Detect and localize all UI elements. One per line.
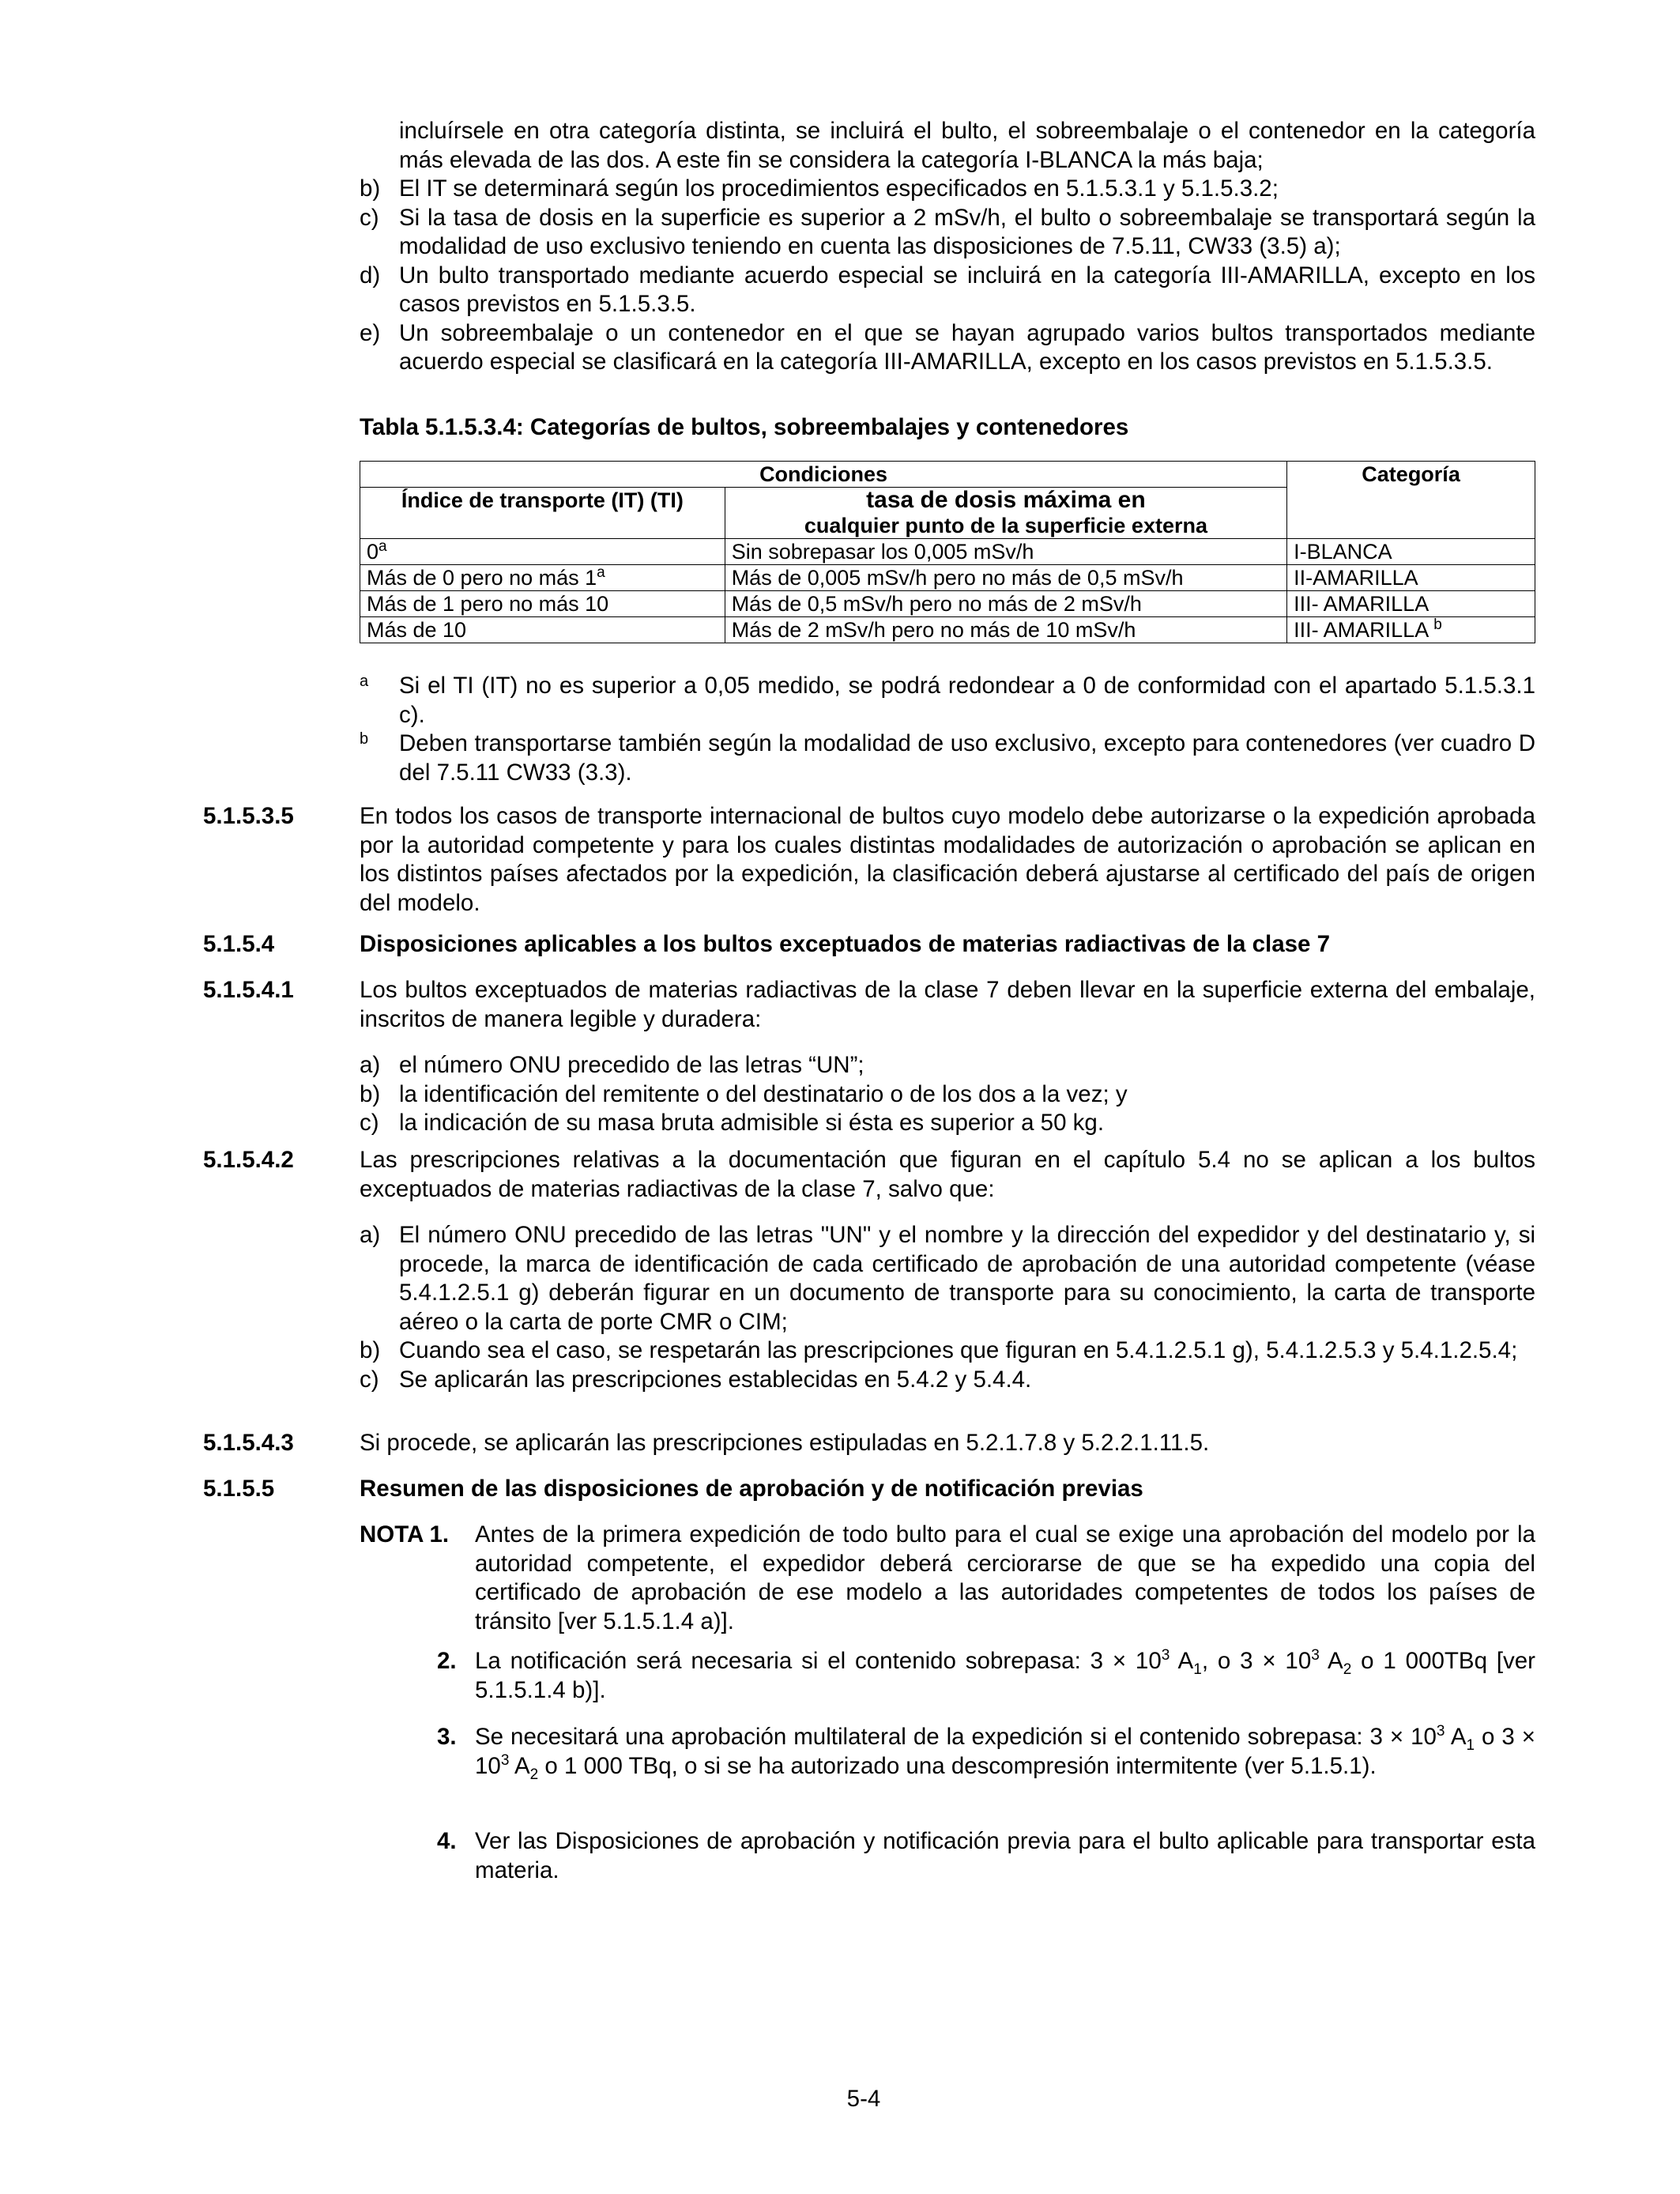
note-4-text: Ver las Disposiciones de aprobación y notificación previa para el bulto aplicable para transportar esta materia. <box>475 1828 1535 1883</box>
section-number: 5.1.5.4 <box>203 931 275 957</box>
note-2-text: La notificación será necesaria si el contenido sobrepasa: $3 \times 10^3$ $A_1$, o $3 \times 10^3$ $A_2$ o 1 000TBq [ver 5.1.5.1.4 b)]. <box>475 1647 1535 1703</box>
note-2-label: 2. <box>437 1648 457 1674</box>
note-label: NOTA 1. <box>360 1521 450 1547</box>
note-3-label: 3. <box>437 1724 457 1750</box>
section-title: Resumen de las disposiciones de aprobación y de notificación previas <box>360 1476 1143 1502</box>
dose-cell: Sin sobrepasar los 0,005 mSv/h <box>725 539 1286 565</box>
note-4-label: 4. <box>437 1828 457 1854</box>
header-conditions: Condiciones <box>360 462 1287 488</box>
section-number: 5.1.5.5 <box>203 1476 275 1502</box>
list-item: b) El IT se determinará según los procedimientos especificados en 5.1.5.3.1 y 5.1.5.3.2; <box>360 175 1279 202</box>
category-table <box>360 461 1535 643</box>
note-3-text: Se necesitará una aprobación multilateral de la expedición si el contenido sobrepasa: $3 \times 10^3$ $A_1$ o $3 \times 10^3$ $A_2$ o 1 000 TBq, o si se ha autorizado una descompresión intermitente (ver 5.1.5.1). <box>475 1723 1536 1783</box>
category-cell: III- AMARILLA $^b$ <box>1287 617 1535 643</box>
ti-cell: Más de 0 pero no más 1$^a$ <box>360 565 725 591</box>
list-item: b) Cuando sea el caso, se respetarán las prescripciones que figuran en 5.4.1.2.5.1 g), 5.4.1.2.5.3 y 5.4.1.2.5.4; <box>360 1337 1518 1363</box>
intro-list <box>360 175 1535 377</box>
section-5-1-5-4-2-list <box>360 1221 1535 1394</box>
header-ti: Índice de transporte (IT) (TI) <box>360 488 725 539</box>
section-title: Disposiciones aplicables a los bultos exceptuados de materias radiactivas de la clase 7 <box>360 931 1331 957</box>
category-cell: II-AMARILLA <box>1287 565 1535 591</box>
header-category: Categoría <box>1287 462 1535 539</box>
ti-cell: Más de 10 <box>360 617 725 643</box>
dose-cell: Más de 0,005 mSv/h pero no más de 0,5 mSv/h <box>725 565 1286 591</box>
section-number: 5.1.5.4.2 <box>203 1147 294 1173</box>
list-item: c) Se aplicarán las prescripciones establecidas en 5.4.2 y 5.4.4. <box>360 1366 1032 1393</box>
dose-cell: Más de 2 mSv/h pero no más de 10 mSv/h <box>725 617 1286 643</box>
list-item: e) Un sobreembalaje o un contenedor en el que se hayan agrupado varios bultos transportados mediante acuerdo especial se clasificará en la categoría III-AMARILLA, excepto en los casos previstos en 5.1.5.3.5. <box>360 319 1535 375</box>
footnote: a Si el TI (IT) no es superior a 0,05 medido, se podrá redondear a 0 de conformidad con el apartado 5.1.5.3.1 c). <box>360 673 1535 728</box>
list-item: c) la indicación de su masa bruta admisible si ésta es superior a 50 kg. <box>360 1110 1105 1136</box>
table-row <box>360 617 1535 643</box>
header-dose: tasa de dosis máxima en cualquier punto de la superficie externa <box>725 488 1286 539</box>
dose-cell: Más de 0,5 mSv/h pero no más de 2 mSv/h <box>725 591 1286 617</box>
list-item: c) Si la tasa de dosis en la superficie es superior a 2 mSv/h, el bulto o sobreembalaje se transportará según la modalidad de uso exclusivo teniendo en cuenta las disposiciones de 7.5.11, CW33 (3.5) a); <box>360 204 1535 259</box>
table-row <box>360 539 1535 565</box>
list-item: b) la identificación del remitente o del destinatario o de los dos a la vez; y <box>360 1080 1128 1107</box>
list-item: a) El número ONU precedido de las letras "UN" y el nombre y la dirección del expedidor y del destinatario y, si procede, la marca de identificación de cada certificado de aprobación de una autoridad competente (véase 5.4.1.2.5.1 g) deberán figurar en un documento de transporte para su conocimiento, la carta de transporte aéreo o la carta de porte CMR o CIM; <box>360 1222 1535 1335</box>
ti-cell: 0$^a$ <box>360 539 725 565</box>
section-5-1-5-4-3-text: Si procede, se aplicarán las prescripciones estipuladas en 5.2.1.7.8 y 5.2.2.1.11.5. <box>360 1430 1210 1456</box>
page-number: 5-4 <box>846 2086 881 2112</box>
section-5-1-5-4-2-text: Las prescripciones relativas a la documentación que figuran en el capítulo 5.4 no se aplican a los bultos exceptuados de materias radiactivas de la clase 7, salvo que: <box>360 1147 1535 1202</box>
section-number: 5.1.5.4.3 <box>203 1430 294 1456</box>
category-cell: I-BLANCA <box>1287 539 1535 565</box>
section-5-1-5-4-1-text: Los bultos exceptuados de materias radiactivas de la clase 7 deben llevar en la superficie externa del embalaje, inscritos de manera legible y duradera: <box>360 977 1535 1032</box>
section-5-1-5-4-1-list <box>360 1051 1535 1138</box>
ti-cell: Más de 1 pero no más 10 <box>360 591 725 617</box>
section-number: 5.1.5.4.1 <box>203 977 294 1003</box>
section-number: 5.1.5.3.5 <box>203 803 294 829</box>
section-5-1-5-3-5-text: En todos los casos de transporte internacional de bultos cuyo modelo debe autorizarse o la expedición aprobada por la autoridad competente y para los cuales distintas modalidades de autorización o aprobación se aplican en los distintos países afectados por la expedición, la clasificación deberá ajustarse al certificado del país de origen del modelo. <box>360 803 1535 916</box>
table-footnotes <box>360 672 1535 787</box>
footnote: b Deben transportarse también según la modalidad de uso exclusivo, excepto para contenedores (ver cuadro D del 7.5.11 CW33 (3.3). <box>360 730 1535 786</box>
list-item: d) Un bulto transportado mediante acuerdo especial se incluirá en la categoría III-AMARILLA, excepto en los casos previstos en 5.1.5.3.5. <box>360 262 1535 317</box>
list-item: a) el número ONU precedido de las letras “UN”; <box>360 1052 864 1078</box>
table-row <box>360 591 1535 617</box>
continuation-text: incluírsele en otra categoría distinta, se incluirá el bulto, el sobreembalaje o el contenedor en la categoría más elevada de las dos. A este fin se considera la categoría I-BLANCA la más baja; <box>399 118 1535 173</box>
table-caption: Tabla 5.1.5.3.4: Categorías de bultos, sobreembalajes y contenedores <box>360 414 1129 440</box>
continuation-paragraph <box>360 117 1535 175</box>
table-row <box>360 565 1535 591</box>
note-1-text: Antes de la primera expedición de todo bulto para el cual se exige una aprobación del modelo por la autoridad competente, el expedidor deberá cerciorarse de que se ha expedido una copia del certificado de aprobación de ese modelo a las autoridades competentes de todos los países de tránsito [ver 5.1.5.1.4 a)]. <box>475 1521 1535 1634</box>
category-cell: III- AMARILLA <box>1287 591 1535 617</box>
